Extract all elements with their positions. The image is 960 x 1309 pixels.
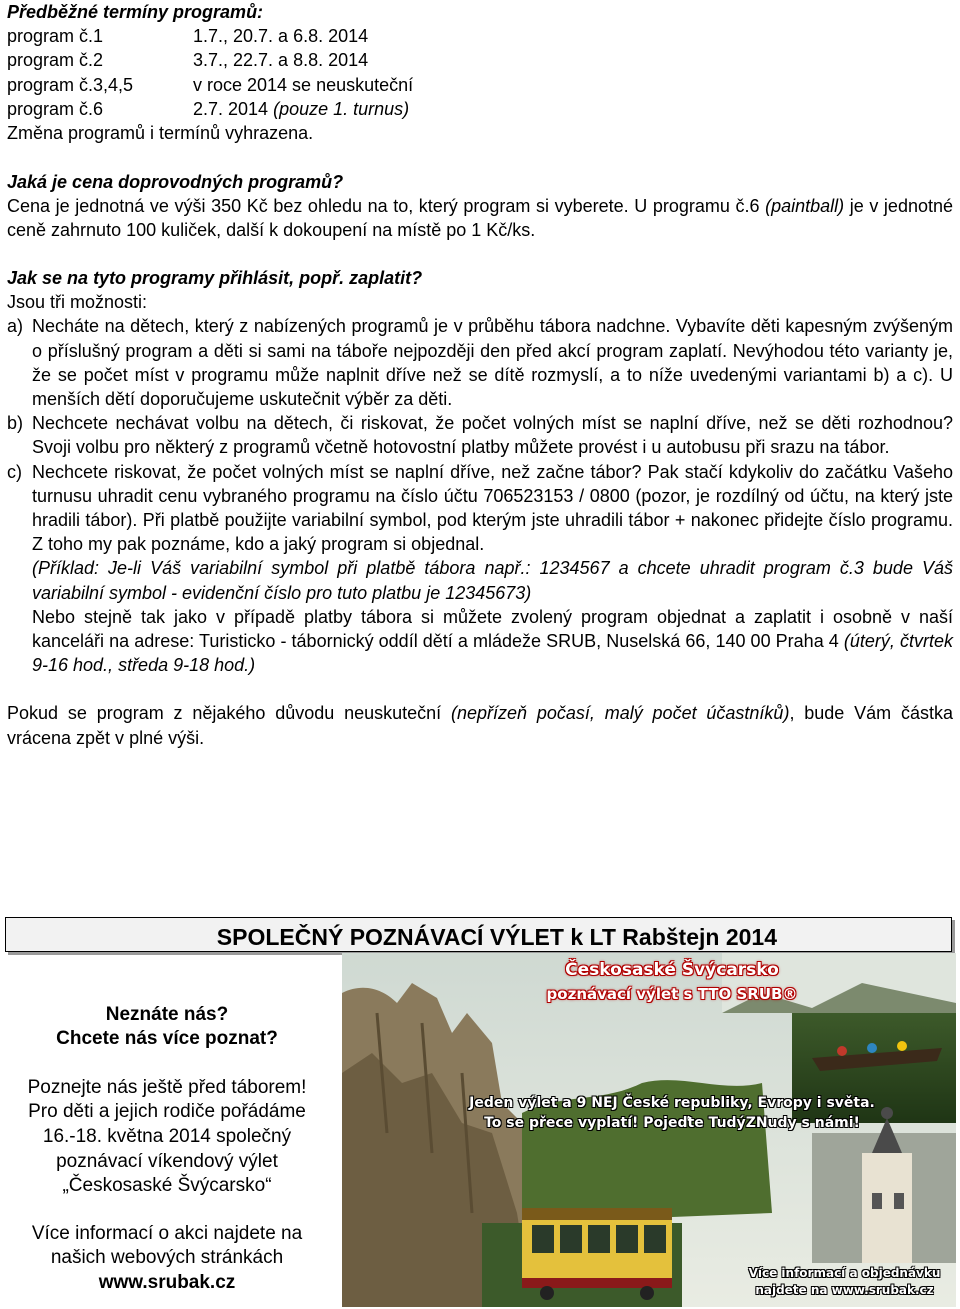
website-link[interactable]: www.srubak.cz xyxy=(98,1272,236,1293)
price-section xyxy=(7,170,953,243)
trip-banner-title: SPOLEČNÝ POZNÁVACÍ VÝLET k LT Rabštejn 2014 xyxy=(216,924,777,950)
option-c-office xyxy=(7,605,953,678)
trip-poster xyxy=(342,953,956,1307)
schedule-dates: 2.7. 2014 xyxy=(193,98,274,119)
schedule-row xyxy=(7,97,953,121)
side-text: Více informací o akci najdete na xyxy=(31,1223,303,1244)
poster-footer xyxy=(737,1265,952,1299)
refund-text xyxy=(7,701,953,749)
schedule-row xyxy=(7,24,953,48)
side-text: našich webových stránkách xyxy=(50,1247,284,1268)
option-c-example: (Příklad: Je-li Váš variabilní symbol při platbě tábora např.: 1234567 a chcete uhradit program č.3 bude Váš variabilní symbol - evidenční číslo pro tuto platbu je 12345673) xyxy=(32,558,953,603)
poster-title: Českosaské Švýcarsko xyxy=(565,960,779,980)
schedule-program: program č.1 xyxy=(7,26,104,47)
option-a xyxy=(7,314,953,411)
schedule-dates: 1.7., 20.7. a 6.8. 2014 xyxy=(193,26,369,47)
schedule-program: program č.6 xyxy=(7,98,104,119)
office-text: Nebo stejně tak jako v případě platby tábora si můžete zvolený program objednat a zaplatit i osobně v naší kanceláři na adrese: Turisticko - tábornický oddíl dětí a mládeže SRUB, Nuselská 66, 140 00 Praha 4 xyxy=(32,606,953,652)
side-text: Pro děti a jejich rodiče pořádáme xyxy=(28,1101,306,1122)
poster-footer-line: Více informací a objednávku xyxy=(748,1266,941,1280)
side-text: Poznejte nás ještě před táborem! xyxy=(27,1077,307,1098)
schedule-program: program č.2 xyxy=(7,50,104,71)
option-c xyxy=(7,460,953,557)
poster-footer-line: najdete na www.srubak.cz xyxy=(755,1283,934,1297)
signup-heading: Jak se na tyto programy přihlásit, popř. zaplatit? xyxy=(7,268,423,288)
schedule-section xyxy=(7,0,953,145)
poster-slogan-line: To se přece vyplatí! Pojeďte TudýZNudy s námi! xyxy=(484,1115,860,1131)
side-question: Neznáte nás? xyxy=(105,1004,229,1025)
refund-part: Pokud se program z nějakého důvodu neuskuteční xyxy=(7,703,451,724)
option-text: Nechcete nechávat volbu na dětech, či riskovat, že počet volných míst se naplní dříve, než se děti rozhodnou? Svoji volbu pro některý z programů včetně hotovostní platby můžete provést i u autobusu při srazu na tábor. xyxy=(32,413,953,458)
option-marker: a) xyxy=(7,316,24,337)
price-text-part: je v jednotné ceně zahrnuto 100 kuliček, další k dokoupení na místě po 1 Kč/ks. xyxy=(7,196,953,241)
option-marker: b) xyxy=(7,413,24,434)
price-text-part: Cena je jednotná ve výši 350 Kč bez ohledu na to, který program si vyberete. U programu č.6 xyxy=(7,196,766,217)
option-b xyxy=(7,411,953,459)
option-marker: c) xyxy=(7,461,22,482)
office-hours: (úterý, čtvrtek 9-16 hod., středa 9-18 hod.) xyxy=(32,631,953,676)
schedule-note: Změna programů i termínů vyhrazena. xyxy=(7,123,314,144)
schedule-heading: Předběžné termíny programů: xyxy=(7,2,264,22)
poster-slogan-line: Jeden výlet a 9 NEJ České republiky, Evropy i světa. xyxy=(469,1095,875,1111)
schedule-program: program č.3,4,5 xyxy=(7,74,134,95)
schedule-dates: v roce 2014 se neuskuteční xyxy=(193,74,414,95)
side-text: poznávací víkendový výlet xyxy=(56,1151,278,1172)
option-text: Necháte na dětech, který z nabízených programů je v průběhu tábora nadchne. Vybavíte děti kapesným zvýšeným o příslušný program a děti si sami na táboře nejpozději den před akcí program zaplatí. Nevýhodou této varianty je, že se počet míst v programu může naplnit dříve než se dítě rozmyslí, a to níže uvedenými variantami b) a c). U menších dětí doporučujeme uskutečnit výběr za děti. xyxy=(32,316,953,410)
refund-part: , bude Vám částka vrácena zpět v plné výši. xyxy=(7,703,953,748)
schedule-row xyxy=(7,48,953,72)
signup-intro: Jsou tři možnosti: xyxy=(7,292,148,313)
schedule-dates-note: (pouze 1. turnus) xyxy=(273,98,410,119)
price-heading: Jaká je cena doprovodných programů? xyxy=(7,172,344,192)
side-question: Chcete nás více poznat? xyxy=(56,1028,278,1049)
schedule-row xyxy=(7,73,953,97)
schedule-dates: 3.7., 22.7. a 8.8. 2014 xyxy=(193,50,369,71)
side-text: 16.-18. května 2014 společný xyxy=(42,1126,292,1147)
poster-subtitle: poznávací výlet s TTO SRUB® xyxy=(546,985,798,1003)
side-text: „Českosaské Švýcarsko“ xyxy=(62,1175,272,1196)
refund-italic: (nepřízeň počasí, malý počet účastníků) xyxy=(451,703,790,724)
price-text-italic: (paintball) xyxy=(765,196,845,217)
signup-section xyxy=(7,266,953,750)
price-text xyxy=(7,194,953,242)
option-text: Nechcete riskovat, že počet volných míst se naplní dříve, než začne tábor? Pak stačí kdykoliv do začátku Vašeho turnusu uhradit cenu vybraného programu na číslo účtu 706523153 / 0800 (pozor, je rozdílný od účtu, na který jste hradili tábor). Při platbě použijte variabilní symbol, pod kterým jste uhradili tábor + nakonec přidejte číslo programu. Z toho my pak poznáme, kdo a jaký program si objednal. xyxy=(32,461,953,555)
poster-slogan xyxy=(452,1093,892,1133)
